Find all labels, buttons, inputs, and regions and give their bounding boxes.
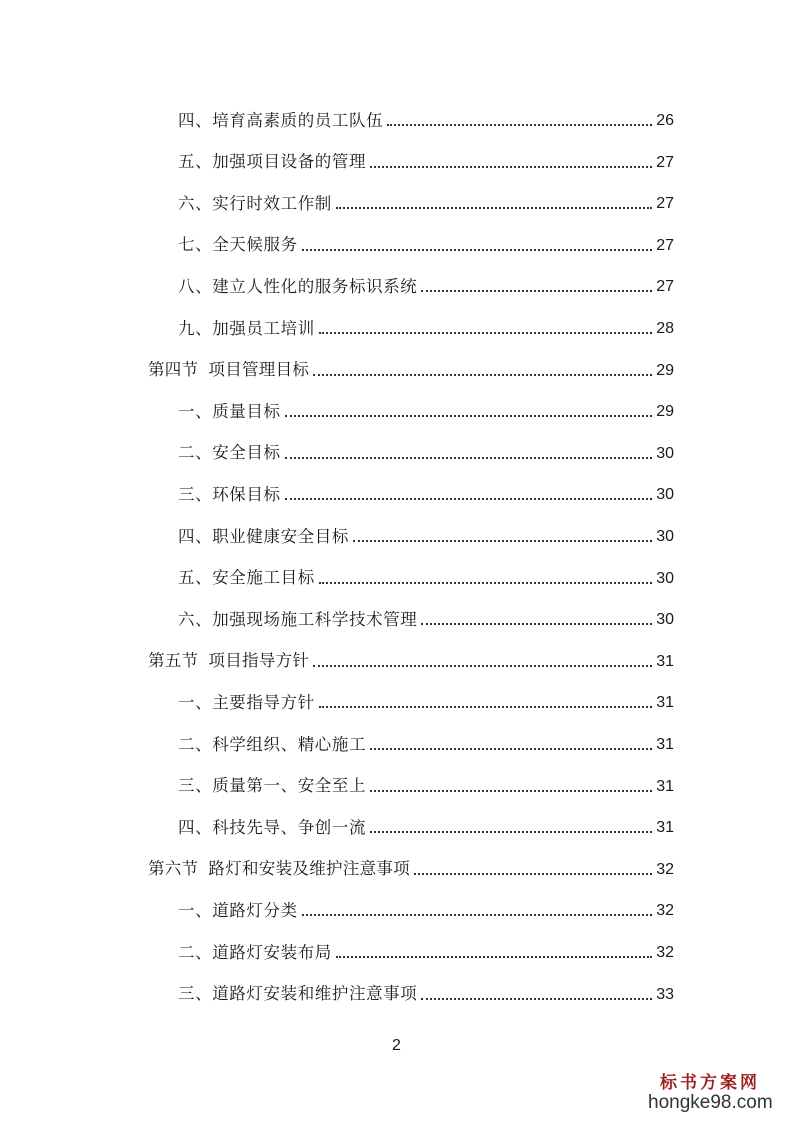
toc-entry[interactable] <box>178 681 674 711</box>
toc-page-number: 30 <box>656 444 674 462</box>
toc-entry-label: 一、质量目标 <box>178 401 281 421</box>
dot-leader <box>370 166 652 168</box>
dot-leader <box>353 540 652 542</box>
dot-leader <box>370 748 652 750</box>
toc-page-number: 31 <box>656 777 674 795</box>
toc-section-number: 第六节 <box>148 859 199 879</box>
toc-section-number: 第四节 <box>148 360 199 380</box>
dot-leader <box>302 914 653 916</box>
toc-page-number: 31 <box>656 736 674 753</box>
toc-entry[interactable] <box>178 141 674 171</box>
toc-page-number: 32 <box>656 902 674 920</box>
toc-entry[interactable] <box>178 224 674 254</box>
dot-leader <box>414 873 652 875</box>
toc-entry[interactable] <box>178 598 674 628</box>
toc-entry[interactable] <box>178 390 674 420</box>
toc-entry-label: 三、环保目标 <box>178 484 281 504</box>
toc-entry-label: 六、加强现场施工科学技术管理 <box>178 609 418 629</box>
toc-entry-label: 三、道路灯安装和维护注意事项 <box>178 984 418 1004</box>
toc-entry-label <box>148 362 309 379</box>
toc-entry[interactable] <box>178 806 674 836</box>
toc-entry-label: 九、加强员工培训 <box>178 318 315 338</box>
toc-page-number: 27 <box>656 236 674 254</box>
dot-leader <box>319 582 652 584</box>
toc-entry[interactable] <box>178 557 674 587</box>
toc-entry[interactable] <box>178 99 674 129</box>
dot-leader <box>387 124 652 126</box>
toc-entry[interactable] <box>178 515 674 545</box>
toc-entry-label: 七、全天候服务 <box>178 235 298 255</box>
dot-leader <box>421 290 652 292</box>
toc-section-entry[interactable] <box>148 640 674 670</box>
dot-leader <box>285 415 653 417</box>
toc-entry-label: 四、职业健康安全目标 <box>178 526 349 546</box>
toc-entry-label: 一、道路灯分类 <box>178 900 298 920</box>
toc-entry-label: 五、加强项目设备的管理 <box>178 152 367 172</box>
dot-leader <box>421 623 652 625</box>
dot-leader <box>421 998 652 1000</box>
toc-page-number: 29 <box>656 361 674 379</box>
dot-leader <box>336 207 652 209</box>
toc-entry[interactable] <box>178 723 674 753</box>
toc-entry-label: 四、培育高素质的员工队伍 <box>178 110 384 130</box>
toc-section-entry[interactable] <box>148 349 674 379</box>
toc-entry-label: 一、主要指导方针 <box>178 692 315 712</box>
toc-page-number: 31 <box>656 819 674 837</box>
toc-page-number: 27 <box>656 195 674 213</box>
toc-section-title: 项目指导方针 <box>208 651 310 671</box>
toc-page-number: 27 <box>656 153 674 171</box>
dot-leader <box>285 457 653 459</box>
dot-leader <box>313 665 652 667</box>
dot-leader <box>285 498 653 500</box>
toc-page-number: 30 <box>656 611 674 629</box>
toc-entry-label <box>148 861 410 878</box>
toc-entry-label: 五、安全施工目标 <box>178 568 315 588</box>
toc-page-number: 29 <box>656 403 674 421</box>
toc-entry-label: 三、质量第一、安全至上 <box>178 776 367 796</box>
toc-page-number: 31 <box>656 652 674 670</box>
toc-page-number: 33 <box>656 985 674 1003</box>
toc-section-title: 路灯和安装及维护注意事项 <box>208 859 411 879</box>
dot-leader <box>370 831 652 833</box>
toc-page-number: 32 <box>656 944 674 961</box>
dot-leader <box>302 249 653 251</box>
dot-leader <box>336 956 652 958</box>
toc-entry[interactable] <box>178 432 674 462</box>
dot-leader <box>313 374 652 376</box>
toc-entry[interactable] <box>178 473 674 503</box>
toc-entry-label: 六、实行时效工作制 <box>178 193 332 213</box>
toc-section-number: 第五节 <box>148 651 199 671</box>
toc-entry[interactable] <box>178 931 674 961</box>
watermark-title: 标书方案网 <box>660 1073 760 1093</box>
dot-leader <box>370 790 652 792</box>
toc-page-number: 30 <box>656 528 674 545</box>
toc-entry[interactable] <box>178 182 674 212</box>
toc-page-number: 26 <box>656 112 674 129</box>
toc-entry-label: 八、建立人性化的服务标识系统 <box>178 276 418 296</box>
dot-leader <box>319 332 652 334</box>
toc-entry[interactable] <box>178 973 674 1003</box>
toc-section-entry[interactable] <box>148 848 674 878</box>
dot-leader <box>319 706 652 708</box>
toc-page-number: 31 <box>656 694 674 712</box>
toc-page-number: 32 <box>656 860 674 878</box>
toc-entry[interactable] <box>178 265 674 295</box>
watermark-url: hongke98.com <box>648 1092 773 1113</box>
toc-entry[interactable] <box>178 889 674 919</box>
toc-page-number: 28 <box>656 320 674 337</box>
toc-entry-label: 四、科技先导、争创一流 <box>178 817 367 837</box>
toc-page-number: 30 <box>656 486 674 504</box>
toc-entry[interactable] <box>178 307 674 337</box>
page-number: 2 <box>392 1037 401 1054</box>
toc-entry-label <box>148 653 309 670</box>
toc-entry-label: 二、安全目标 <box>178 443 281 463</box>
toc-section-title: 项目管理目标 <box>208 360 310 380</box>
toc-page-number: 27 <box>656 278 674 296</box>
toc-entry-label: 二、道路灯安装布局 <box>178 942 332 962</box>
toc-entry-label: 二、科学组织、精心施工 <box>178 734 367 754</box>
toc-entry[interactable] <box>178 765 674 795</box>
toc-page-number: 30 <box>656 569 674 587</box>
